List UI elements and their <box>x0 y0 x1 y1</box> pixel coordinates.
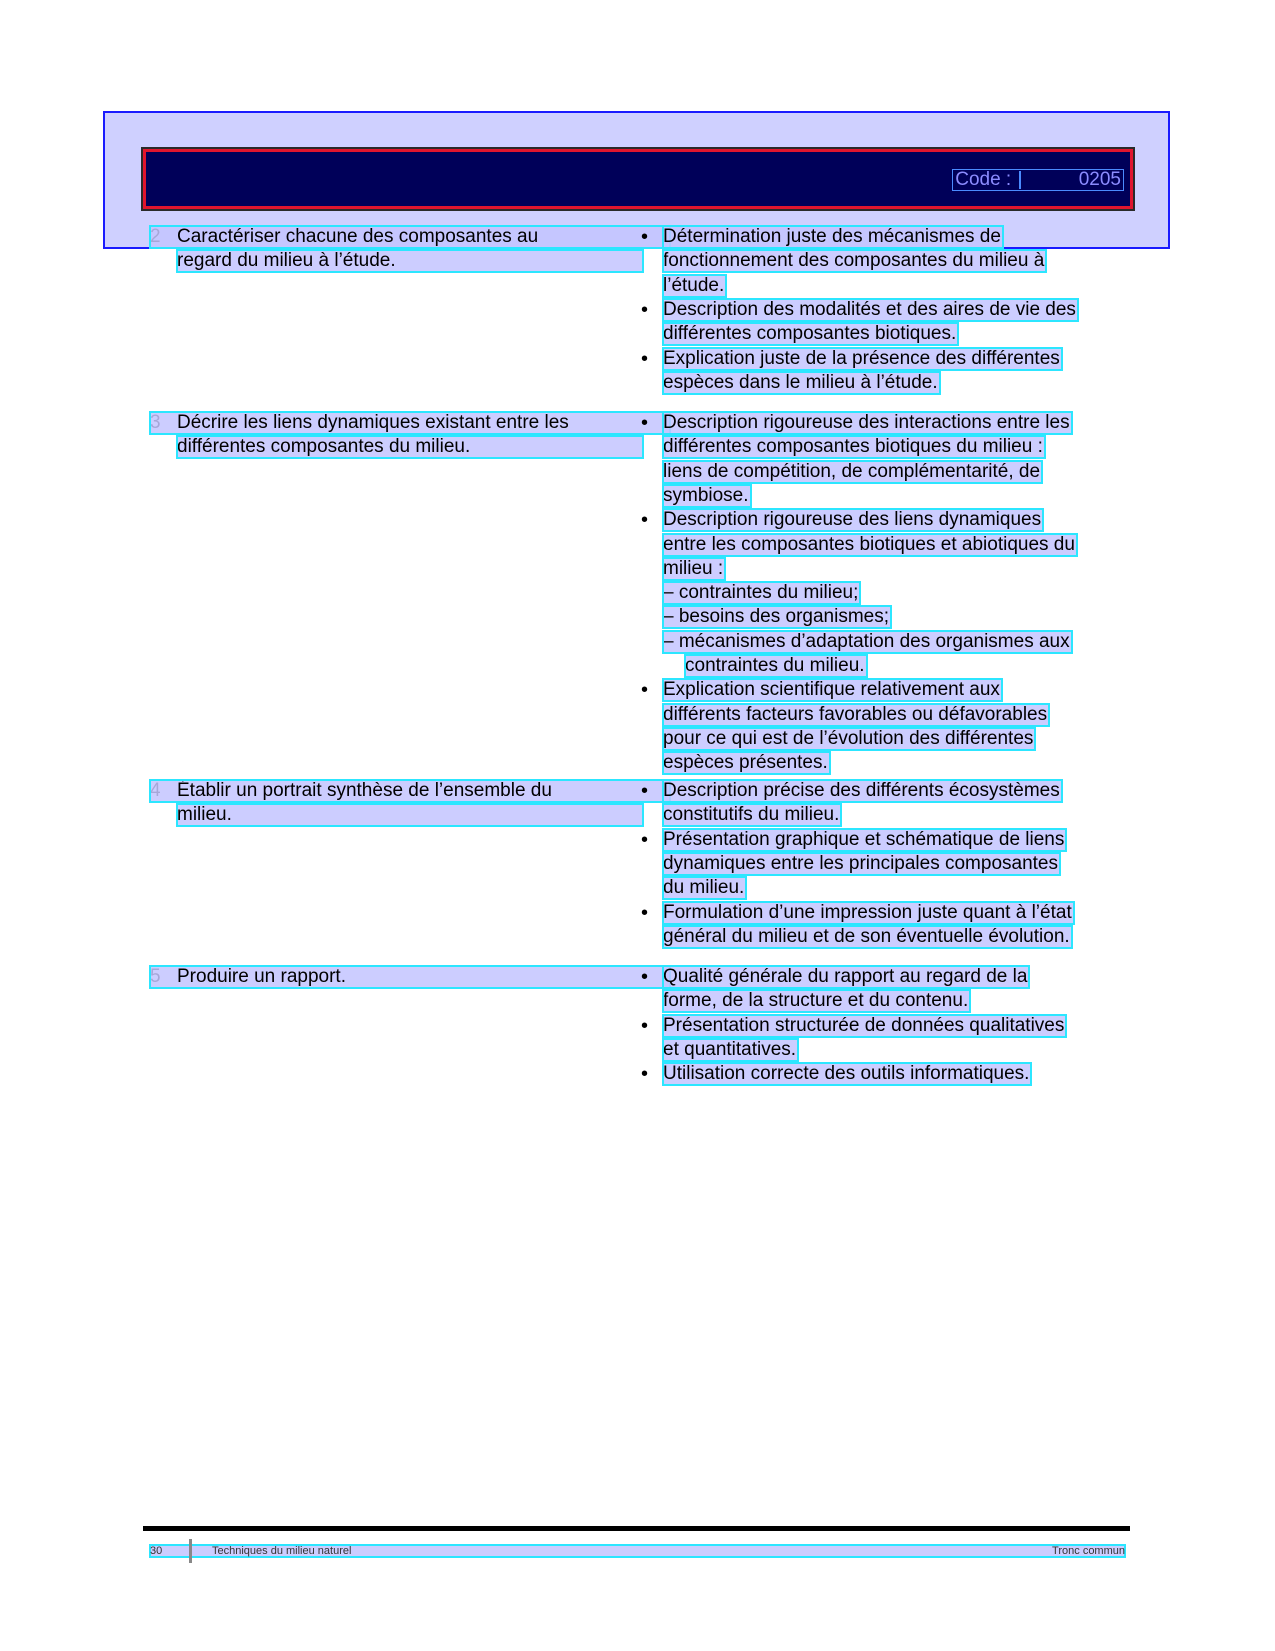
criterion-line: du milieu. <box>663 877 745 899</box>
bullet-icon: • <box>641 412 649 434</box>
criterion-line: Utilisation correcte des outils informatiques. <box>663 1063 1030 1085</box>
criterion-line: Description rigoureuse des interactions entre les <box>663 412 1070 433</box>
criterion-line: Détermination juste des mécanismes de <box>663 226 1001 247</box>
criterion-line: fonctionnement des composantes du milieu à <box>663 250 1045 272</box>
criterion-line: l’étude. <box>663 274 725 296</box>
footer-title: Techniques du milieu naturel <box>212 1545 352 1557</box>
criterion-line: – besoins des organismes; <box>663 606 890 628</box>
header-bar <box>143 149 1133 209</box>
criterion-line: dynamiques entre les principales composantes <box>663 852 1058 874</box>
bullet-icon: • <box>641 679 649 702</box>
criterion-line: milieu : <box>663 557 724 579</box>
objective-text-line: regard du milieu à l’étude. <box>177 250 643 272</box>
bullet-icon: • <box>641 509 649 532</box>
footer-section: Tronc commun <box>1052 1545 1125 1557</box>
criterion-line: Présentation graphique et schématique de liens <box>663 828 1065 850</box>
bullet-icon: • <box>641 347 649 370</box>
page-number: 30 <box>150 1545 163 1557</box>
criterion-line: espèces dans le milieu à l’étude. <box>663 371 938 393</box>
code-box <box>952 169 1124 191</box>
code-value: 0205 <box>1078 169 1121 190</box>
code-separator <box>1019 171 1021 189</box>
criterion-line: général du milieu et de son éventuelle évolution. <box>663 925 1070 947</box>
bullet-icon: • <box>641 1014 649 1037</box>
bullet-icon: • <box>641 1063 649 1086</box>
criterion-line: – contraintes du milieu; <box>663 582 859 604</box>
criterion-line: Explication scientifique relativement aux <box>663 679 1000 701</box>
bullet-icon: • <box>641 966 649 988</box>
criterion-line: – mécanismes d’adaptation des organismes aux <box>663 630 1070 652</box>
objective-text: Produire un rapport. <box>177 966 346 987</box>
objective-text-line <box>150 412 670 434</box>
criterion-line: Description précise des différents écosystèmes <box>663 780 1060 801</box>
bullet-icon: • <box>641 780 649 802</box>
objective-text-line <box>150 226 670 248</box>
criterion-line: différentes composantes biotiques du milieu : <box>663 436 1043 458</box>
objective-text-line: milieu. <box>177 804 643 826</box>
criterion-line: forme, de la structure et du contenu. <box>663 990 969 1012</box>
criterion-line: différents facteurs favorables ou défavorables <box>663 703 1048 725</box>
bullet-icon: • <box>641 298 649 321</box>
criterion-line: différentes composantes biotiques. <box>663 323 957 345</box>
criterion-line: symbiose. <box>663 484 749 506</box>
objective-text-line: différentes composantes du milieu. <box>177 436 643 458</box>
criterion-line: Description rigoureuse des liens dynamiques <box>663 509 1042 531</box>
footer-divider <box>189 1539 192 1563</box>
criterion-line: Explication juste de la présence des différentes <box>663 347 1060 369</box>
criterion-line: Présentation structurée de données qualitatives <box>663 1014 1065 1036</box>
criterion-line: espèces présentes. <box>663 752 828 774</box>
criterion-line: liens de compétition, de complémentarité, de <box>663 460 1041 482</box>
criterion-line: Qualité générale du rapport au regard de la <box>663 966 1028 987</box>
objective-text: Caractériser chacune des composantes au <box>177 226 539 247</box>
criterion-line: entre les composantes biotiques et abiotiques du <box>663 533 1075 555</box>
code-label: Code : <box>955 169 1012 190</box>
objective-text: Établir un portrait synthèse de l’ensemble du <box>177 780 552 801</box>
criterion-line: contraintes du milieu. <box>685 655 865 676</box>
footer-rule <box>143 1526 1130 1531</box>
criterion-line: Formulation d’une impression juste quant à l’état <box>663 901 1072 923</box>
criterion-line: et quantitatives. <box>663 1038 797 1060</box>
page-footer <box>150 1545 1125 1557</box>
objective-text: Décrire les liens dynamiques existant entre les <box>177 412 569 433</box>
criterion-line: Description des modalités et des aires de vie des <box>663 298 1076 320</box>
criterion-line: constitutifs du milieu. <box>663 804 840 826</box>
bullet-icon: • <box>641 828 649 851</box>
objective-text-line <box>150 966 670 988</box>
criterion-line: pour ce qui est de l’évolution des différentes <box>663 727 1034 749</box>
bullet-icon: • <box>641 226 649 248</box>
bullet-icon: • <box>641 901 649 924</box>
objective-text-line <box>150 780 670 802</box>
